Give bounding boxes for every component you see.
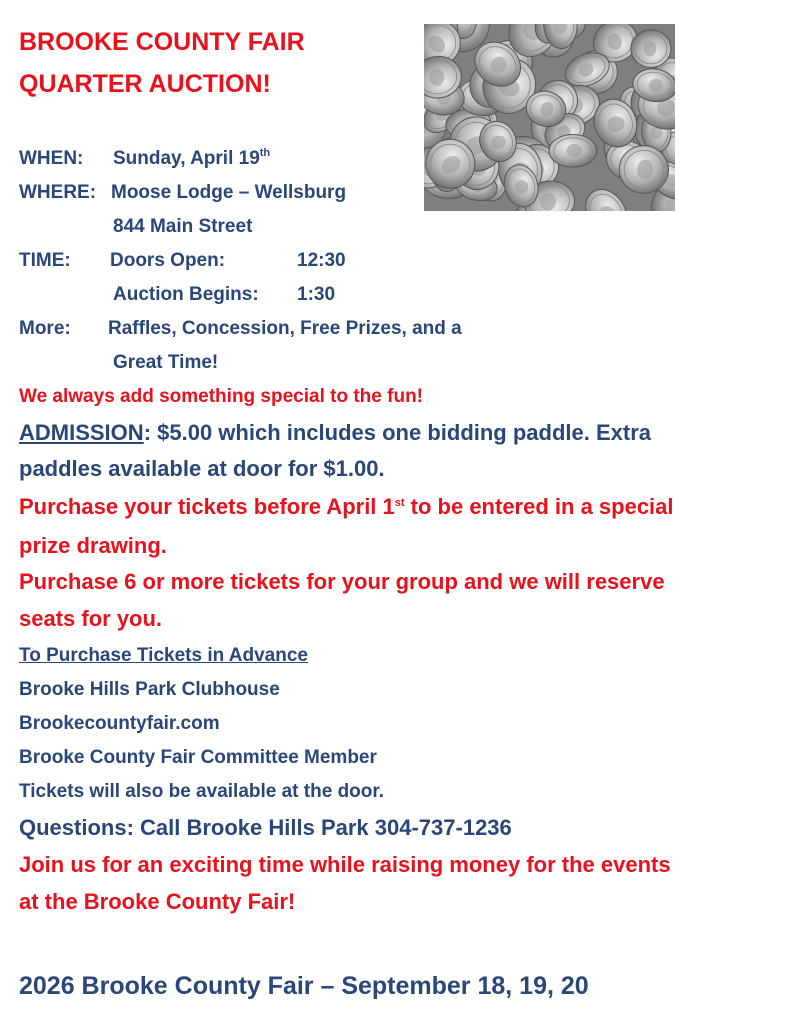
early-purchase-line2: prize drawing. — [19, 533, 167, 558]
questions-line: Questions: Call Brooke Hills Park 304-737-1236 — [19, 815, 512, 840]
early-purchase-line1 — [19, 493, 674, 521]
group-line1: Purchase 6 or more tickets for your group and we will reserve — [19, 569, 665, 594]
more-value-line2: Great Time! — [113, 352, 219, 373]
join-line2: at the Brooke County Fair! — [19, 889, 296, 914]
when-date: Sunday, April 19 — [113, 148, 260, 169]
early-text-b: to be entered in a special — [404, 494, 674, 519]
group-line2: seats for you. — [19, 606, 163, 631]
advance-item-committee: Brooke County Fair Committee Member — [19, 747, 377, 768]
when-value — [113, 146, 270, 172]
doors-open-label: Doors Open: — [110, 250, 226, 271]
early-text-a: Purchase your tickets before April 1 — [19, 494, 395, 519]
admission-label: ADMISSION — [19, 420, 144, 445]
advance-heading: To Purchase Tickets in Advance — [19, 645, 308, 666]
more-label: More: — [19, 318, 71, 339]
where-venue: Moose Lodge – Wellsburg — [111, 182, 347, 203]
join-line1: Join us for an exciting time while raising money for the events — [19, 852, 671, 877]
where-label: WHERE: — [19, 182, 97, 203]
coin — [549, 135, 597, 168]
footer-dates: 2026 Brooke County Fair – September 18, 19, 20 — [19, 972, 589, 1000]
auction-begins-label: Auction Begins: — [113, 284, 259, 305]
when-ordinal: th — [259, 147, 271, 159]
more-value-line1: Raffles, Concession, Free Prizes, and a — [108, 318, 462, 339]
admission-line1 — [19, 419, 651, 447]
flyer-title-line2: QUARTER AUCTION! — [19, 70, 271, 98]
when-row — [19, 146, 83, 172]
early-ordinal: st — [394, 497, 405, 509]
advance-item-website: Brookecountyfair.com — [19, 713, 220, 734]
when-label: WHEN: — [19, 148, 84, 169]
where-address: 844 Main Street — [113, 216, 253, 237]
admission-line2: paddles available at door for $1.00. — [19, 456, 385, 481]
special-note: We always add something special to the fun! — [19, 386, 424, 407]
auction-begins-time: 1:30 — [297, 284, 336, 305]
admission-text: : $5.00 which includes one bidding paddle. Extra — [143, 420, 652, 445]
coin — [631, 29, 672, 67]
time-label: TIME: — [19, 250, 71, 271]
coin-pile-image — [424, 24, 675, 211]
doors-open-time: 12:30 — [297, 250, 346, 271]
flyer-title-line1: BROOKE COUNTY FAIR — [19, 28, 305, 56]
advance-item-door: Tickets will also be available at the door. — [19, 781, 385, 802]
advance-item-clubhouse: Brooke Hills Park Clubhouse — [19, 679, 280, 700]
quarters-photo — [424, 24, 675, 211]
